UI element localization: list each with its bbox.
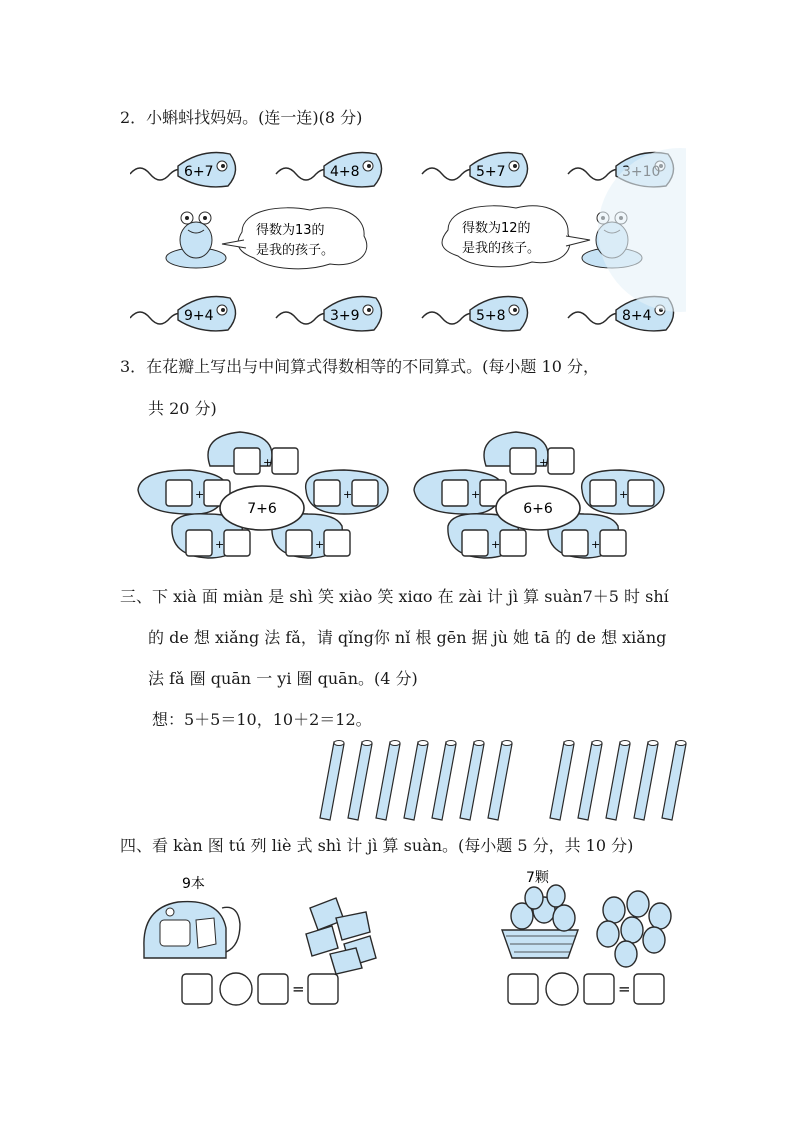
answer-box[interactable] xyxy=(634,974,664,1004)
strawberry-basket-icon xyxy=(502,885,578,958)
tadpole-bottom-3[interactable] xyxy=(422,297,528,331)
right-label: 7颗 xyxy=(526,870,549,886)
tadpole-top-1-label: 6+7 xyxy=(184,164,214,180)
answer-box[interactable] xyxy=(224,530,250,556)
answer-box[interactable] xyxy=(308,974,338,1004)
operator-circle[interactable] xyxy=(546,973,578,1005)
answer-box[interactable] xyxy=(286,530,312,556)
frog-right-line2: 是我的孩子。 xyxy=(462,241,541,256)
s3-line2: 的 de 想 xiǎng 法 fǎ，请 qǐng你 nǐ 根 gēn 据 jù 她 tā 的 de 想 xiǎng xyxy=(148,628,667,647)
plus-sign: + xyxy=(215,538,225,551)
answer-box[interactable] xyxy=(442,480,468,506)
frog-left-line2: 是我的孩子。 xyxy=(256,243,335,258)
answer-box[interactable] xyxy=(314,480,340,506)
plus-sign: + xyxy=(591,538,601,551)
counting-stick[interactable] xyxy=(578,741,602,821)
frog-left-line1: 得数为13的 xyxy=(256,223,325,238)
answer-box[interactable] xyxy=(510,448,536,474)
s3-line1: 三、下 xià 面 miàn 是 shì 笑 xiào 笑 xiɑo 在 zài 计 jì 算 suàn7＋5 时 shí xyxy=(120,587,669,606)
answer-box[interactable] xyxy=(166,480,192,506)
counting-stick[interactable] xyxy=(634,741,658,821)
plus-sign: + xyxy=(343,488,353,501)
books-icon xyxy=(306,898,376,974)
s3-hint: 想：5＋5＝10，10＋2＝12。 xyxy=(152,710,372,729)
counting-stick[interactable] xyxy=(376,741,400,821)
flower-figure xyxy=(130,430,680,570)
picture-problem-figure xyxy=(130,868,690,1013)
strawberries-icon xyxy=(597,891,671,967)
watermark-seal xyxy=(596,140,686,340)
tadpole-top-3[interactable] xyxy=(422,153,528,187)
answer-box[interactable] xyxy=(500,530,526,556)
tadpole-top-1[interactable] xyxy=(130,153,236,187)
tadpole-bottom-1-label: 9+4 xyxy=(184,308,214,324)
answer-box[interactable] xyxy=(462,530,488,556)
counting-stick[interactable] xyxy=(432,741,456,821)
answer-box[interactable] xyxy=(508,974,538,1004)
plus-sign: + xyxy=(491,538,501,551)
equals-sign: = xyxy=(292,980,305,998)
left-label: 9本 xyxy=(182,876,205,892)
counting-stick[interactable] xyxy=(488,741,512,821)
tadpole-bottom-2-label: 3+9 xyxy=(330,308,360,324)
answer-box[interactable] xyxy=(272,448,298,474)
answer-box[interactable] xyxy=(600,530,626,556)
answer-box[interactable] xyxy=(548,448,574,474)
plus-sign: + xyxy=(471,488,481,501)
tadpole-bottom-3-label: 5+8 xyxy=(476,308,506,324)
speech-bubble-right xyxy=(442,206,590,267)
q3-title: 3．在花瓣上写出与中间算式得数相等的不同算式。(每小题 10 分， xyxy=(120,357,599,376)
tadpole-top-2-label: 4+8 xyxy=(330,164,360,180)
counting-stick[interactable] xyxy=(320,741,344,821)
tadpole-bottom-1[interactable] xyxy=(130,297,236,331)
answer-box[interactable] xyxy=(628,480,654,506)
counting-stick[interactable] xyxy=(606,741,630,821)
flower-1 xyxy=(138,432,388,558)
answer-box[interactable] xyxy=(324,530,350,556)
s3-line3: 法 fǎ 圈 quān 一 yi 圈 quān。(4 分) xyxy=(148,669,418,688)
plus-sign: + xyxy=(619,488,629,501)
frog-right-line1: 得数为12的 xyxy=(462,221,531,236)
counting-stick[interactable] xyxy=(662,741,686,821)
counting-stick[interactable] xyxy=(404,741,428,821)
counting-stick[interactable] xyxy=(460,741,484,821)
plus-sign: + xyxy=(263,456,273,469)
flower-center-text: 6+6 xyxy=(523,501,553,517)
speech-bubble-left xyxy=(222,208,367,269)
counting-stick[interactable] xyxy=(550,741,574,821)
flower-center-text: 7+6 xyxy=(247,501,277,517)
answer-box[interactable] xyxy=(182,974,212,1004)
frog-left-icon xyxy=(166,212,226,268)
answer-box[interactable] xyxy=(234,448,260,474)
plus-sign: + xyxy=(539,456,549,469)
plus-sign: + xyxy=(315,538,325,551)
plus-sign: + xyxy=(195,488,205,501)
equals-sign: = xyxy=(618,980,631,998)
counting-stick[interactable] xyxy=(348,741,372,821)
answer-box[interactable] xyxy=(562,530,588,556)
tadpole-top-3-label: 5+7 xyxy=(476,164,506,180)
tadpole-top-2[interactable] xyxy=(276,153,382,187)
answer-box[interactable] xyxy=(584,974,614,1004)
sticks-figure[interactable] xyxy=(300,738,700,822)
tadpole-bottom-4-label: 8+4 xyxy=(622,308,652,324)
backpack-icon xyxy=(144,902,240,958)
flower-2 xyxy=(414,432,664,558)
answer-box[interactable] xyxy=(352,480,378,506)
q3-title-cont: 共 20 分) xyxy=(148,399,217,418)
s4-title: 四、看 kàn 图 tú 列 liè 式 shì 计 jì 算 suàn。(每小题 5 分，共 10 分) xyxy=(120,836,634,855)
tadpole-bottom-2[interactable] xyxy=(276,297,382,331)
q2-title: 2．小蝌蚪找妈妈。(连一连)(8 分) xyxy=(120,108,363,127)
operator-circle[interactable] xyxy=(220,973,252,1005)
answer-box[interactable] xyxy=(258,974,288,1004)
answer-box[interactable] xyxy=(186,530,212,556)
answer-box[interactable] xyxy=(590,480,616,506)
